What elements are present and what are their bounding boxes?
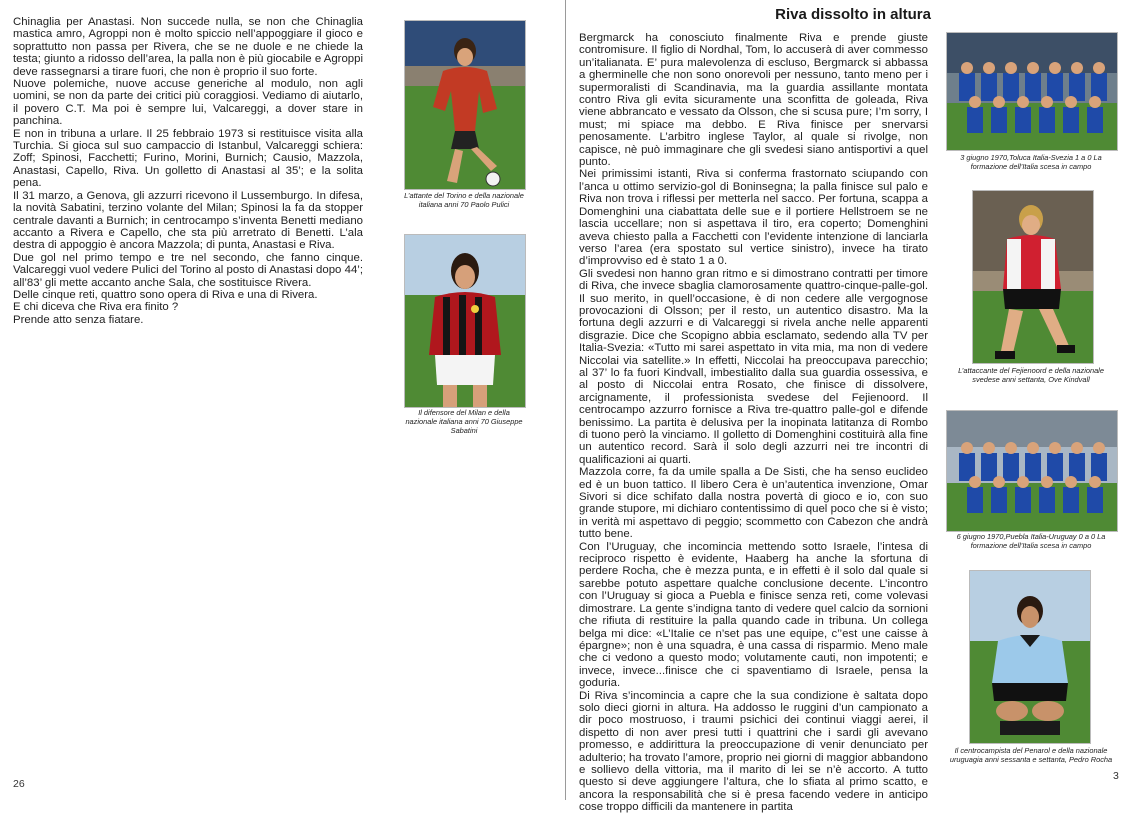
team-uruguay-photo: [946, 410, 1118, 532]
kindvall-photo: [972, 190, 1094, 364]
rocha-photo: [969, 570, 1091, 744]
sabatini-photo: [404, 234, 526, 408]
pulici-photo: [404, 20, 526, 190]
team-sweden-caption: 3 giugno 1970,Toluca Italia-Svezia 1 a 0 La formazione dell’Italia scesa in campo: [960, 153, 1102, 171]
team-sweden-photo: [946, 32, 1118, 151]
left-paragraph: E chi diceva che Riva era finito ?: [13, 301, 179, 314]
right-page-number: 3: [1113, 770, 1119, 782]
left-paragraph: Il 31 marzo, a Genova, gli azzurri ricevono il Lussemburgo. In difesa, la novità Sabatini, terzino volante del Milan; Spinosi la fa da stopper centrale davanti a Burnich; in centrocampo s’inventa Benetti mediano accanto a Rivera e Capello, che sta più arretrato di Benetti. L’ala destra di appoggio è ancora Mazzola; di punta, Anastasi e Riva.: [13, 189, 363, 252]
chapter-title: Riva dissolto in altura: [775, 6, 931, 23]
right-paragraph: Con l’Uruguay, che incomincia mettendo sotto Israele, l’intesa di reciproco rispetto è evidente, Haaberg ha anche la sfortuna di perdere Rocha, che è mezza punta, e in effetti è il solo dal quale si sarebbe potuto aspettare qualche conclusione decente. L’incontro con l’Uruguay si gioca a Puebla e finisce senza reti, come volevasi dimostrare. La gente s’indigna tanto di vedere quel calcio da sornioni che rifiuta di restituire la palla quando cade in tribuna. Un collega belga mi dice: «L’Italie ce n’set pas une equipe, c’’est une caisse à épargne»; non è una squadra, è una cassa di risparmio. Meno male che ci vedono a questo modo; volutamente cauti, non impotenti; e invece, invece...finisce che ci spaventiamo di Israele, pensa la goduria.: [579, 540, 928, 690]
left-paragraph: Nuove polemiche, nuove accuse generiche al modulo, non agli uomini, se non da parte dei critici più coraggiosi. Vediamo di aiutarlo, il povero C.T. Ma poi è sempre lui, Valcareggi, a dover stare in panchina.: [13, 78, 363, 128]
right-text-column: [579, 32, 928, 814]
kindvall-caption: L’attaccante del Fejienoord e della nazionale svedese anni settanta, Ove Kindvall: [958, 366, 1104, 384]
left-paragraph: Prende atto senza fiatare.: [13, 313, 144, 326]
team-uruguay-caption: 6 giugno 1970,Puebla Italia-Uruguay 0 a 0 La formazione dell’Italia scesa in campo: [956, 532, 1106, 550]
left-text-column: [13, 16, 363, 326]
right-paragraph: Bergmarck ha conosciuto finalmente Riva e prende giuste contromisure. Il figlio di Nordhal, Tom, lo accuserà di aver commesso un’italianata. E’ pura malevolenza di escluso, Bergmarck si abbassa a gherminelle che non sono onorevoli per nessuno, tanto meno per i supermoralisti di Scandinavia, ma la guardia assillante montata contro Riva gli evita sicuramente una sconfitta de goleada, Riva viene abbrancato e vessato da Olsson, che si scusa pure; I’m sorry, I must; mi spiace ma debbo. E Riva finisce per snervarsi penosamente. L’arbitro inglese Taylor, al quale si rivolge, non capisce, nè può immaginare che gli svedesi siano antisportivi a quel punto.: [579, 32, 928, 169]
right-page: [566, 0, 1131, 814]
right-paragraph: Nei primissimi istanti, Riva si conferma frastornato sciupando con l’anca u ottimo servizio-gol di Boninsegna; la palla finisce sul palo e Riva non trova i riflessi per metterla nel sacco. Per fortuna, scappa a Domenghini una ciabattata delle sue e il portiere Hellstroem se ne lascia uccellare; non si aspettava il tiro, era coperto; Domenghini aveva chiesto palla a Facchetti con l’evidente intenzione di lanciarla verso l’area (era spostato sul vertice sinistro), invece ha tirato d’improvviso ed è stato 1 a 0.: [579, 168, 928, 268]
rocha-caption: Il centrocampista del Penarol e della nazionale uruguagia anni sessanta e settanta, Pedro Rocha: [949, 746, 1113, 764]
left-paragraph: Due gol nel primo tempo e tre nel secondo, che fanno cinque. Valcareggi vuol vedere Pulici del Torino al posto di Anastasi dopo 44’; all’83’ gli mette accanto anche Sala, che sostituisce Rivera.: [13, 251, 363, 289]
right-paragraph: Mazzola corre, fa da umile spalla a De Sisti, che ha senso euclideo ed è un buon tattico. Il libero Cera è un’autentica invenzione, Omar Sivori si dice schifato dalla nostra povertà di gioco e io, con suo grande stupore, mi dichiaro contentissimo di quel poco che si è visto; in verità mi aspettavo di peggio; scommetto con Cabezon che andrà tutto bene.: [579, 466, 928, 541]
right-paragraph: Gli svedesi non hanno gran ritmo e si dimostrano contratti per timore di Riva, che invece sbaglia clamorosamente quattro-cinque-palle-gol. Il suo merito, in quell’occasione, è di non cedere alle vergognose provocazioni di Olsson; per il resto, un autentico disastro. Ma la fortuna degli azzurri e di Valcareggi si rivela anche nelle apparenti disgrazie. Dice che Scopigno abbia esclamato, sedendo alla TV per Italia-Svezia: «Tutto mi sarei aspettato in vita mia, ma non di vedere Niccolai via satellite.» In effetti, Niccolai ha preoccupava parecchio; al 37’ lo fa fuori Kindvall, imbestialito dalla sua guardia ossessiva, e al posto di Niccolai entra Rosato, che finisce di dissolvere, arcignamente, il professionista svedese del Fejienoord. Il centrocampo azzurro fornisce a Riva tre-quattro palle-gol e difende benissimo. La partita è delusiva per la inopinata latitanza di Rombo di tuono però la vinciamo. Il golletto di Domenghini costituirà alla fine un autentico record. Sarà il solo degli azzurri nei tre incontri di qualificazioni ai quarti.: [579, 267, 928, 466]
sabatini-caption: Il difensore del Milan e della nazionale italiana anni 70 Giuseppe Sabatini: [405, 408, 523, 435]
left-page-number: 26: [13, 778, 25, 790]
left-paragraph: Delle cinque reti, quattro sono opera di Riva e una di Rivera.: [13, 288, 318, 301]
left-paragraph: Chinaglia per Anastasi. Non succede nulla, se non che Chinaglia mastica amro, Agroppi non è molto spiccio nell’appoggiare il gioco e soprattutto non passa per Rivera, che se ne duole e ne chiede la testa; giunto a ridosso dell’area, la palla non è più giocabile e Agroppi deve rassegnarsi a tirare fuori, che non è proprio il suo forte.: [13, 16, 363, 78]
right-paragraph: Di Riva s’incomincia a capre che la sua condizione è saltata dopo solo dieci giorni in altura. Ha addosso le ruggini d’un campionato a dir poco mostruoso, i traumi psichici dei continui viaggi aerei, il dispetto di non aver presi tutti i quattrini che i sardi gli avevano promesso, e addirittura la preoccupazione di venir denunciato per adulterio; ha trovato l’amore, proprio nei giorni di maggior abbandono e sollievo della vittoria, ma il marito di lei se n’è accorto. A tutto questo si deve aggiungere l’altura, che lo sfiata al primo scatto, e ancora la responsabilità che si è presa facendo vedere in anticipo cose troppo difficili da mantenere in partita: [579, 689, 928, 814]
pulici-caption: L’attante del Torino e della nazionale italiana anni 70 Paolo Pulici: [404, 191, 524, 209]
left-paragraph: E non in tribuna a urlare. Il 25 febbraio 1973 si restituisce visita alla Turchia. Si gioca sul suo campaccio di Istanbul, Valcareggi schiera: Zoff; Spinosi, Facchetti; Furino, Morini, Burnich; Causio, Mazzola, Anastasi, Capello, Riva. Un golletto di Anastasi al 35’; e la solita pena.: [13, 127, 363, 190]
left-page: [0, 0, 565, 800]
